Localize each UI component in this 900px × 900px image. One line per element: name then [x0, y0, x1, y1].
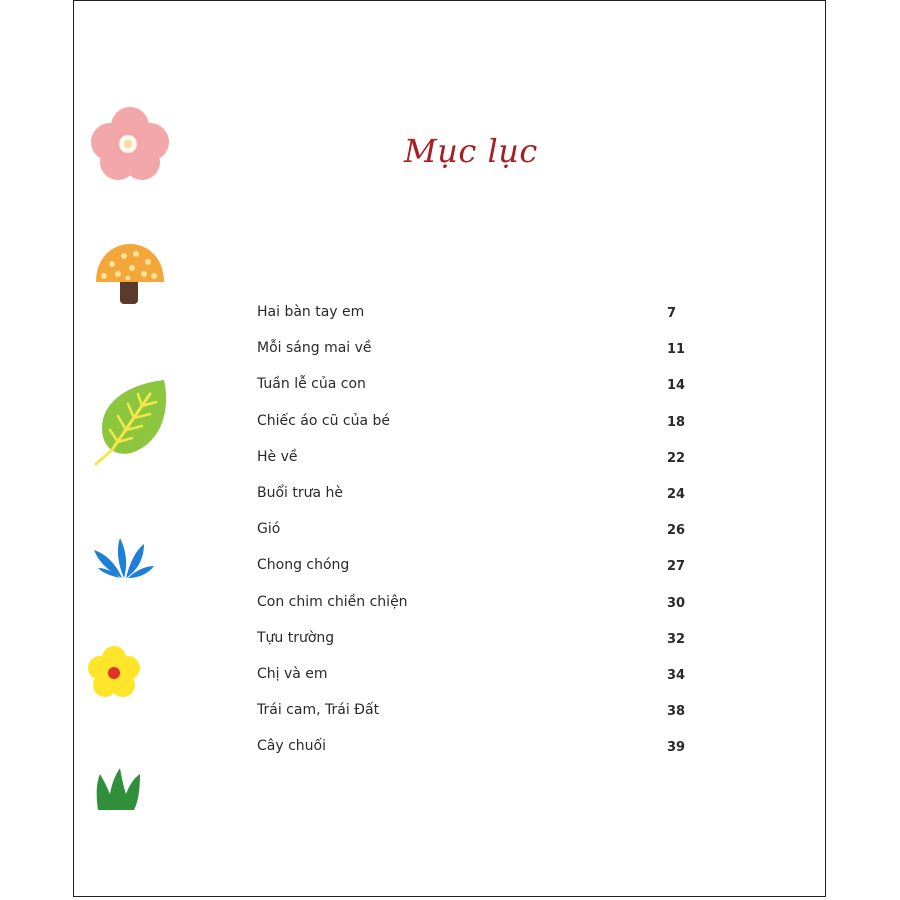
toc-entry-page: 7	[667, 306, 677, 321]
toc-entry-title: Trái cam, Trái Đất	[257, 702, 380, 719]
toc-entry[interactable]	[257, 553, 687, 589]
green-grass-icon	[94, 766, 142, 812]
toc-entry[interactable]	[257, 409, 687, 445]
toc-entry-title: Cây chuối	[257, 738, 326, 755]
blue-sprout-icon	[92, 536, 156, 582]
toc-entry-title: Tựu trường	[257, 629, 335, 646]
toc-entry-page: 14	[667, 378, 686, 394]
toc-entry[interactable]	[257, 698, 687, 734]
toc-entry-title: Chiếc áo cũ của bé	[257, 412, 391, 429]
toc-entry-page: 39	[667, 740, 686, 756]
toc-entry-title: Chị và em	[257, 665, 328, 682]
toc-entry[interactable]	[257, 626, 687, 662]
toc-entry-page: 22	[667, 450, 686, 466]
toc-entry-page: 27	[667, 559, 686, 575]
toc-entry-title: Tuần lễ của con	[257, 376, 366, 393]
toc-entry-title: Con chim chiền chiện	[257, 593, 408, 610]
toc-entry-page: 38	[667, 704, 686, 720]
toc-entry-page: 18	[667, 414, 686, 430]
toc-entry-title: Chong chóng	[257, 557, 350, 574]
toc-entry-page: 30	[667, 595, 686, 611]
toc-entry-title: Mỗi sáng mai về	[257, 340, 372, 357]
toc-entry-page: 26	[667, 523, 686, 539]
pink-flower-icon	[90, 106, 170, 182]
table-of-contents	[257, 300, 687, 770]
toc-entry[interactable]	[257, 662, 687, 698]
mushroom-icon	[92, 242, 166, 308]
yellow-flower-icon	[86, 644, 142, 700]
toc-entry[interactable]	[257, 517, 687, 553]
toc-entry-title: Gió	[257, 521, 281, 538]
toc-entry-page: 34	[667, 667, 686, 683]
toc-entry[interactable]	[257, 300, 687, 336]
toc-entry[interactable]	[257, 445, 687, 481]
leaf-icon	[92, 378, 174, 468]
toc-entry[interactable]	[257, 481, 687, 517]
toc-entry[interactable]	[257, 372, 687, 408]
toc-entry-page: 11	[667, 342, 686, 358]
toc-entry-page: 24	[667, 486, 686, 502]
toc-entry-title: Hai bàn tay em	[257, 304, 365, 320]
toc-entry[interactable]	[257, 590, 687, 626]
page-title: Mục lục	[404, 132, 538, 170]
toc-entry-page: 32	[667, 631, 686, 647]
toc-entry[interactable]	[257, 734, 687, 770]
toc-entry[interactable]	[257, 336, 687, 372]
toc-entry-title: Hè về	[257, 448, 298, 465]
toc-entry-title: Buổi trưa hè	[257, 484, 344, 501]
